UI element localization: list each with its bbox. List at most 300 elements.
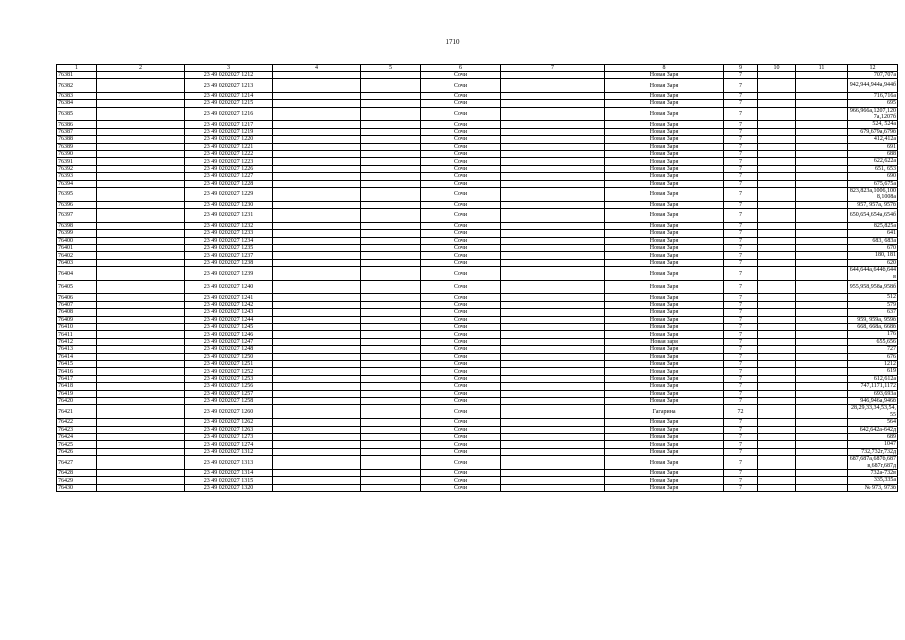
empty-cell	[361, 267, 421, 281]
apartments-cell: 716,716а	[848, 92, 898, 99]
street-cell: Новая Заря	[605, 151, 724, 158]
house-number-cell: 7	[724, 426, 758, 433]
empty-cell	[97, 92, 185, 99]
street-cell: Новая Заря	[605, 180, 724, 187]
cadastral-number-cell: 23 49 0202027 1315	[185, 477, 273, 484]
city-cell: Сочи	[421, 209, 501, 222]
city-cell: Сочи	[421, 151, 501, 158]
empty-cell	[273, 72, 361, 79]
empty-cell	[97, 390, 185, 397]
empty-cell	[97, 188, 185, 202]
cadastral-number-cell: 23 49 0202027 1260	[185, 405, 273, 419]
house-number-cell: 7	[724, 294, 758, 301]
empty-cell	[273, 346, 361, 353]
empty-cell	[758, 188, 796, 202]
row-number-cell: 76392	[57, 165, 97, 172]
city-cell: Сочи	[421, 280, 501, 293]
empty-cell	[97, 107, 185, 121]
empty-cell	[97, 72, 185, 79]
empty-cell	[97, 158, 185, 165]
empty-cell	[97, 180, 185, 187]
empty-cell	[273, 477, 361, 484]
empty-cell	[758, 426, 796, 433]
empty-cell	[758, 477, 796, 484]
table-row	[57, 353, 898, 360]
apartments-cell: 679,679а,679б	[848, 128, 898, 135]
street-cell: Новая Заря	[605, 360, 724, 367]
row-number-cell: 76403	[57, 259, 97, 266]
apartments-cell: 180, 181	[848, 252, 898, 259]
empty-cell	[758, 165, 796, 172]
empty-cell	[796, 323, 848, 330]
empty-cell	[361, 398, 421, 405]
empty-cell	[796, 165, 848, 172]
table-row	[57, 201, 898, 208]
apartments-cell: 524, 524а	[848, 121, 898, 128]
apartments-cell: 942,944,944а,944б	[848, 79, 898, 92]
cadastral-number-cell: 23 49 0202027 1231	[185, 209, 273, 222]
table-row	[57, 267, 898, 281]
street-cell: Новая Заря	[605, 353, 724, 360]
street-cell: Новая Заря	[605, 398, 724, 405]
empty-cell	[501, 173, 605, 180]
table-row	[57, 375, 898, 382]
empty-cell	[273, 188, 361, 202]
street-cell: Новая Заря	[605, 477, 724, 484]
apartments-cell: 1212	[848, 360, 898, 367]
empty-cell	[501, 128, 605, 135]
city-cell: Сочи	[421, 426, 501, 433]
empty-cell	[361, 441, 421, 448]
table-row	[57, 143, 898, 150]
empty-cell	[796, 456, 848, 470]
empty-cell	[273, 267, 361, 281]
empty-cell	[501, 222, 605, 229]
empty-cell	[97, 346, 185, 353]
city-cell: Сочи	[421, 419, 501, 426]
empty-cell	[501, 72, 605, 79]
empty-cell	[273, 244, 361, 251]
cadastral-number-cell: 23 49 0202027 1253	[185, 375, 273, 382]
column-header: 4	[273, 65, 361, 72]
empty-cell	[361, 419, 421, 426]
apartments-cell: 644,644а,644б,644в	[848, 267, 898, 281]
cadastral-number-cell: 23 49 0202027 1235	[185, 244, 273, 251]
city-cell: Сочи	[421, 143, 501, 150]
table-row	[57, 128, 898, 135]
apartments-cell: 959, 959а, 959б	[848, 316, 898, 323]
empty-cell	[758, 230, 796, 237]
empty-cell	[758, 151, 796, 158]
empty-cell	[97, 79, 185, 92]
apartments-cell: 335,335а	[848, 477, 898, 484]
city-cell: Сочи	[421, 267, 501, 281]
house-number-cell: 7	[724, 100, 758, 107]
house-number-cell: 7	[724, 143, 758, 150]
empty-cell	[501, 79, 605, 92]
house-number-cell: 7	[724, 301, 758, 308]
city-cell: Сочи	[421, 92, 501, 99]
empty-cell	[97, 405, 185, 419]
city-cell: Сочи	[421, 456, 501, 470]
table-row	[57, 426, 898, 433]
empty-cell	[501, 448, 605, 455]
house-number-cell: 7	[724, 390, 758, 397]
street-cell: Новая Заря	[605, 230, 724, 237]
empty-cell	[501, 188, 605, 202]
table-row	[57, 441, 898, 448]
cadastral-number-cell: 23 49 0202027 1223	[185, 158, 273, 165]
city-cell: Сочи	[421, 309, 501, 316]
house-number-cell: 7	[724, 353, 758, 360]
empty-cell	[501, 237, 605, 244]
city-cell: Сочи	[421, 383, 501, 390]
empty-cell	[361, 323, 421, 330]
empty-cell	[273, 331, 361, 338]
cadastral-number-cell: 23 49 0202027 1227	[185, 173, 273, 180]
city-cell: Сочи	[421, 390, 501, 397]
empty-cell	[361, 151, 421, 158]
row-number-cell: 76391	[57, 158, 97, 165]
empty-cell	[361, 456, 421, 470]
empty-cell	[97, 301, 185, 308]
city-cell: Сочи	[421, 448, 501, 455]
cadastral-number-cell: 23 49 0202027 1245	[185, 323, 273, 330]
empty-cell	[501, 136, 605, 143]
page-number: 1710	[445, 38, 460, 46]
empty-cell	[97, 244, 185, 251]
empty-cell	[273, 484, 361, 491]
empty-cell	[97, 368, 185, 375]
street-cell: Новая Заря	[605, 316, 724, 323]
row-number-cell: 76386	[57, 121, 97, 128]
empty-cell	[97, 434, 185, 441]
apartments-cell: 412,412а	[848, 136, 898, 143]
apartments-cell: 641	[848, 230, 898, 237]
empty-cell	[97, 173, 185, 180]
empty-cell	[273, 323, 361, 330]
apartments-cell: 651, 653	[848, 165, 898, 172]
empty-cell	[758, 398, 796, 405]
street-cell: Новая Заря	[605, 201, 724, 208]
apartments-cell: 707,707а	[848, 72, 898, 79]
empty-cell	[97, 456, 185, 470]
empty-cell	[273, 151, 361, 158]
empty-cell	[273, 456, 361, 470]
street-cell: Новая Заря	[605, 252, 724, 259]
empty-cell	[758, 470, 796, 477]
house-number-cell: 7	[724, 180, 758, 187]
empty-cell	[796, 434, 848, 441]
table-row	[57, 477, 898, 484]
row-number-cell: 76387	[57, 128, 97, 135]
house-number-cell: 7	[724, 121, 758, 128]
empty-cell	[97, 121, 185, 128]
empty-cell	[97, 316, 185, 323]
empty-cell	[796, 209, 848, 222]
column-header: 11	[796, 65, 848, 72]
house-number-cell: 7	[724, 188, 758, 202]
empty-cell	[796, 405, 848, 419]
row-number-cell: 76428	[57, 470, 97, 477]
empty-cell	[361, 368, 421, 375]
empty-cell	[273, 470, 361, 477]
empty-cell	[273, 173, 361, 180]
empty-cell	[501, 158, 605, 165]
empty-cell	[273, 375, 361, 382]
empty-cell	[758, 158, 796, 165]
row-number-cell: 76382	[57, 79, 97, 92]
empty-cell	[796, 338, 848, 345]
house-number-cell: 7	[724, 252, 758, 259]
city-cell: Сочи	[421, 121, 501, 128]
empty-cell	[796, 100, 848, 107]
house-number-cell: 7	[724, 201, 758, 208]
empty-cell	[758, 434, 796, 441]
empty-cell	[361, 405, 421, 419]
table-row	[57, 323, 898, 330]
street-cell: Новая Заря	[605, 143, 724, 150]
house-number-cell: 7	[724, 244, 758, 251]
empty-cell	[97, 448, 185, 455]
street-cell: Новая Заря	[605, 237, 724, 244]
empty-cell	[97, 128, 185, 135]
empty-cell	[501, 252, 605, 259]
empty-cell	[758, 244, 796, 251]
street-cell: Гагарина	[605, 405, 724, 419]
empty-cell	[758, 323, 796, 330]
apartments-cell: 1047	[848, 441, 898, 448]
empty-cell	[796, 280, 848, 293]
empty-cell	[796, 237, 848, 244]
house-number-cell: 7	[724, 222, 758, 229]
empty-cell	[97, 360, 185, 367]
empty-cell	[501, 331, 605, 338]
empty-cell	[796, 448, 848, 455]
empty-cell	[501, 426, 605, 433]
cadastral-number-cell: 23 49 0202027 1256	[185, 383, 273, 390]
empty-cell	[361, 107, 421, 121]
house-number-cell: 7	[724, 456, 758, 470]
empty-cell	[796, 72, 848, 79]
empty-cell	[501, 484, 605, 491]
empty-cell	[796, 470, 848, 477]
empty-cell	[273, 121, 361, 128]
column-header: 2	[97, 65, 185, 72]
apartments-cell: 691	[848, 143, 898, 150]
column-header: 3	[185, 65, 273, 72]
row-number-cell: 76413	[57, 346, 97, 353]
city-cell: Сочи	[421, 441, 501, 448]
table-row	[57, 121, 898, 128]
empty-cell	[273, 368, 361, 375]
apartments-cell: 650,654,654а,654б	[848, 209, 898, 222]
cadastral-number-cell: 23 49 0202027 1234	[185, 237, 273, 244]
house-number-cell: 7	[724, 419, 758, 426]
row-number-cell: 76395	[57, 188, 97, 202]
house-number-cell: 7	[724, 230, 758, 237]
empty-cell	[273, 448, 361, 455]
apartments-cell: 622,622а	[848, 158, 898, 165]
empty-cell	[273, 100, 361, 107]
column-header: 9	[724, 65, 758, 72]
house-number-cell: 7	[724, 280, 758, 293]
row-number-cell: 76414	[57, 353, 97, 360]
house-number-cell: 7	[724, 323, 758, 330]
cadastral-number-cell: 23 49 0202027 1233	[185, 230, 273, 237]
cadastral-number-cell: 23 49 0202027 1320	[185, 484, 273, 491]
house-number-cell: 7	[724, 338, 758, 345]
apartments-cell: 176	[848, 331, 898, 338]
street-cell: Новая Заря	[605, 100, 724, 107]
table-row	[57, 180, 898, 187]
house-number-cell: 7	[724, 316, 758, 323]
apartments-cell: 637	[848, 309, 898, 316]
city-cell: Сочи	[421, 222, 501, 229]
apartments-cell: 668, 668а, 668б	[848, 323, 898, 330]
empty-cell	[796, 353, 848, 360]
empty-cell	[97, 151, 185, 158]
empty-cell	[97, 259, 185, 266]
empty-cell	[796, 143, 848, 150]
empty-cell	[796, 375, 848, 382]
empty-cell	[758, 128, 796, 135]
empty-cell	[273, 259, 361, 266]
city-cell: Сочи	[421, 107, 501, 121]
empty-cell	[361, 434, 421, 441]
empty-cell	[758, 237, 796, 244]
empty-cell	[501, 100, 605, 107]
empty-cell	[758, 346, 796, 353]
city-cell: Сочи	[421, 128, 501, 135]
empty-cell	[273, 360, 361, 367]
column-header: 8	[605, 65, 724, 72]
empty-cell	[796, 309, 848, 316]
row-number-cell: 76416	[57, 368, 97, 375]
house-number-cell: 7	[724, 107, 758, 121]
house-number-cell: 7	[724, 398, 758, 405]
row-number-cell: 76417	[57, 375, 97, 382]
row-number-cell: 76421	[57, 405, 97, 419]
row-number-cell: 76390	[57, 151, 97, 158]
empty-cell	[361, 230, 421, 237]
table-row	[57, 237, 898, 244]
empty-cell	[796, 92, 848, 99]
empty-cell	[97, 294, 185, 301]
row-number-cell: 76411	[57, 331, 97, 338]
empty-cell	[273, 383, 361, 390]
street-cell: Новая Заря	[605, 323, 724, 330]
apartments-cell: 946,946а,946б	[848, 398, 898, 405]
cadastral-number-cell: 23 49 0202027 1241	[185, 294, 273, 301]
house-number-cell: 7	[724, 360, 758, 367]
empty-cell	[361, 477, 421, 484]
cadastral-number-cell: 23 49 0202027 1217	[185, 121, 273, 128]
city-cell: Сочи	[421, 375, 501, 382]
empty-cell	[796, 360, 848, 367]
street-cell: Новая Заря	[605, 294, 724, 301]
city-cell: Сочи	[421, 294, 501, 301]
city-cell: Сочи	[421, 484, 501, 491]
empty-cell	[758, 405, 796, 419]
empty-cell	[758, 441, 796, 448]
empty-cell	[361, 136, 421, 143]
empty-cell	[97, 477, 185, 484]
street-cell: Новая Заря	[605, 301, 724, 308]
city-cell: Сочи	[421, 165, 501, 172]
empty-cell	[501, 398, 605, 405]
empty-cell	[501, 441, 605, 448]
empty-cell	[361, 100, 421, 107]
city-cell: Сочи	[421, 368, 501, 375]
empty-cell	[758, 92, 796, 99]
empty-cell	[758, 331, 796, 338]
table-row	[57, 316, 898, 323]
cadastral-number-cell: 23 49 0202027 1232	[185, 222, 273, 229]
empty-cell	[796, 294, 848, 301]
cadastral-number-cell: 23 49 0202027 1243	[185, 309, 273, 316]
empty-cell	[501, 309, 605, 316]
house-number-cell: 7	[724, 331, 758, 338]
empty-cell	[758, 173, 796, 180]
apartments-cell: 732а-732в	[848, 470, 898, 477]
row-number-cell: 76425	[57, 441, 97, 448]
empty-cell	[361, 390, 421, 397]
street-cell: Новая Заря	[605, 173, 724, 180]
empty-cell	[97, 353, 185, 360]
row-number-cell: 76401	[57, 244, 97, 251]
city-cell: Сочи	[421, 72, 501, 79]
empty-cell	[273, 201, 361, 208]
empty-cell	[796, 441, 848, 448]
row-number-cell: 76383	[57, 92, 97, 99]
empty-cell	[758, 316, 796, 323]
empty-cell	[361, 470, 421, 477]
empty-cell	[361, 121, 421, 128]
apartments-cell: 612,612а	[848, 375, 898, 382]
empty-cell	[758, 375, 796, 382]
city-cell: Сочи	[421, 180, 501, 187]
row-number-cell: 76389	[57, 143, 97, 150]
row-number-cell: 76408	[57, 309, 97, 316]
house-number-cell: 7	[724, 441, 758, 448]
apartments-cell: 683, 683а	[848, 237, 898, 244]
empty-cell	[758, 100, 796, 107]
city-cell: Сочи	[421, 100, 501, 107]
table-row	[57, 484, 898, 491]
empty-cell	[97, 331, 185, 338]
city-cell: Сочи	[421, 252, 501, 259]
house-number-cell: 7	[724, 259, 758, 266]
empty-cell	[273, 434, 361, 441]
street-cell: Новая Заря	[605, 244, 724, 251]
empty-cell	[758, 180, 796, 187]
empty-cell	[501, 180, 605, 187]
empty-cell	[273, 441, 361, 448]
street-cell: Новая Заря	[605, 188, 724, 202]
empty-cell	[796, 79, 848, 92]
table-row	[57, 398, 898, 405]
table-row	[57, 448, 898, 455]
empty-cell	[501, 107, 605, 121]
empty-cell	[501, 201, 605, 208]
cadastral-number-cell: 23 49 0202027 1246	[185, 331, 273, 338]
empty-cell	[361, 79, 421, 92]
cadastral-number-cell: 23 49 0202027 1242	[185, 301, 273, 308]
register-table	[56, 64, 898, 492]
city-cell: Сочи	[421, 230, 501, 237]
empty-cell	[758, 209, 796, 222]
